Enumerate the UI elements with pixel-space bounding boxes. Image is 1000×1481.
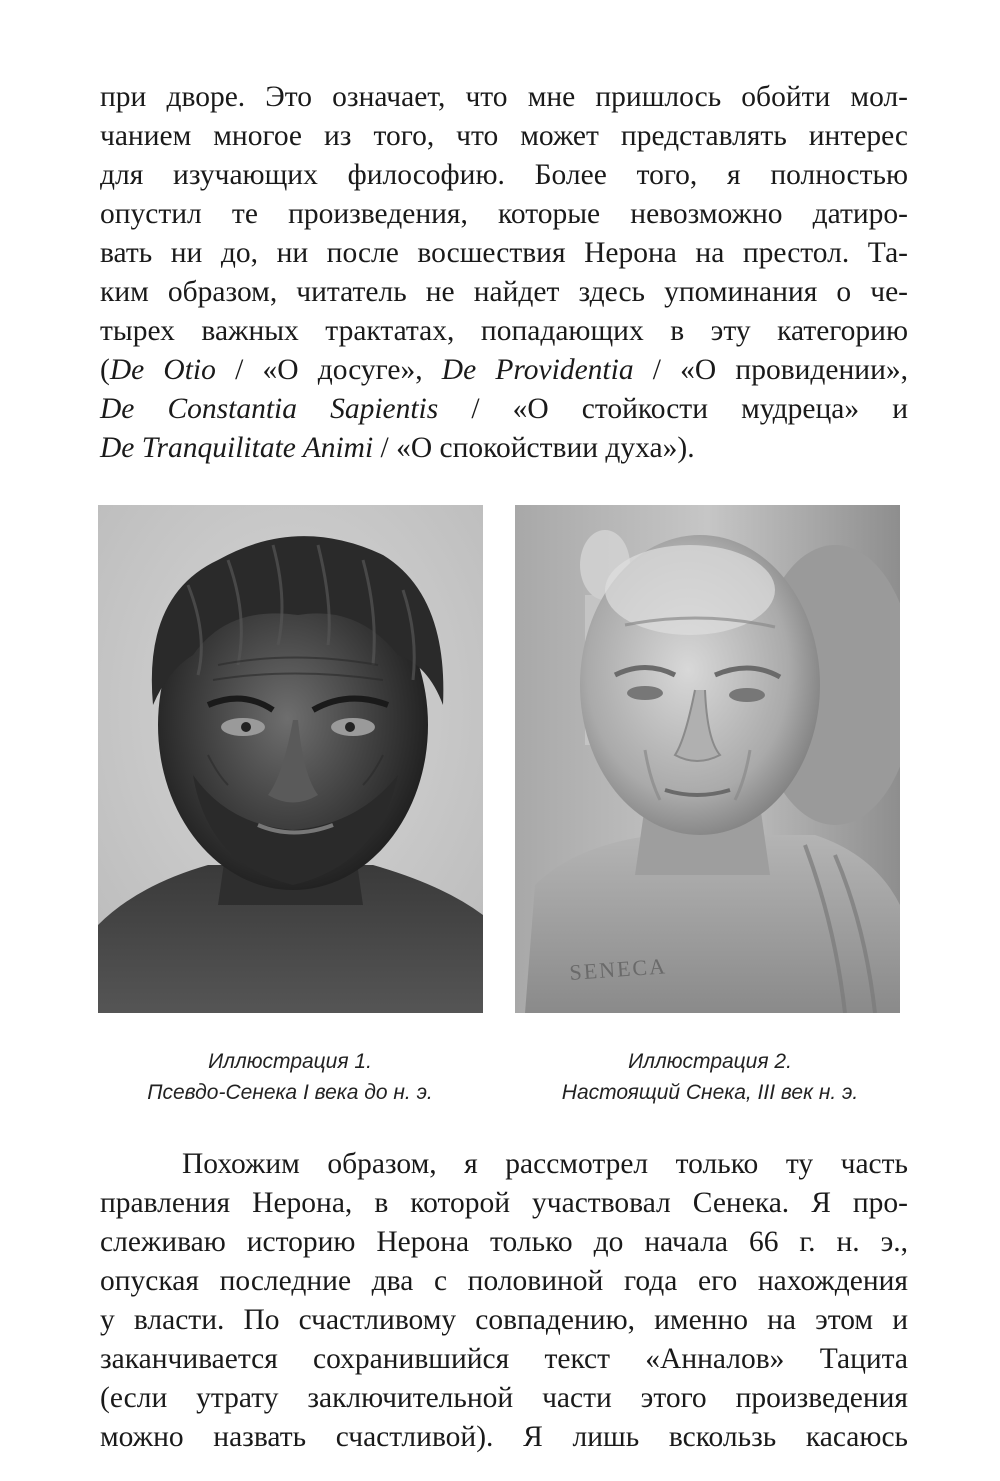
title-translation: / «О спокойствии духа»).	[373, 432, 695, 464]
caption-illustration-2	[500, 1046, 920, 1108]
text-line: тырех важных трактатах, попадающих в эту категорию	[100, 315, 908, 347]
title-translation: / «О провидении»,	[633, 354, 909, 386]
open-paren: (	[100, 354, 110, 386]
paragraph-top	[100, 78, 908, 468]
text-line: (если утрату заключительной части этого произведения	[100, 1382, 908, 1414]
bronze-bust-image	[98, 505, 483, 1013]
illustration-1-bronze-bust	[98, 505, 483, 1013]
latin-title: De Constantia Sapientis	[100, 393, 439, 425]
text-line: заканчивается сохранившийся текст «Анналов» Тацита	[100, 1343, 908, 1375]
text-line: ким образом, читатель не найдет здесь упоминания о че-	[100, 276, 908, 308]
latin-title: De Tranquilitate Animi	[100, 432, 374, 464]
caption-description: Настоящий Снека, III век н. э.	[561, 1081, 859, 1104]
text-line: можно назвать счастливой). Я лишь вскользь касаюсь	[100, 1421, 908, 1453]
text-line	[100, 390, 908, 429]
caption-illustration-1	[80, 1046, 500, 1108]
text-line: у власти. По счастливому совпадению, именно на этом и	[100, 1304, 908, 1336]
title-translation: / «О досуге»,	[215, 354, 442, 386]
paragraph-bottom	[100, 1145, 908, 1457]
text-line-indented: Похожим образом, я рассмотрел только ту часть	[182, 1148, 908, 1180]
text-line: вать ни до, ни после восшествия Нерона на престол. Та-	[100, 237, 908, 269]
caption-title: Иллюстрация 1.	[208, 1050, 372, 1073]
marble-bust-image	[515, 505, 900, 1013]
latin-title: De Otio	[109, 354, 216, 386]
text-line: при дворе. Это означает, что мне пришлось обойти мол-	[100, 81, 908, 113]
title-translation: / «О стойкости мудреца» и	[438, 393, 908, 425]
caption-description: Псевдо-Сенека I века до н. э.	[147, 1081, 433, 1104]
text-line: слеживаю историю Нерона только до начала 66 г. н. э.,	[100, 1226, 908, 1258]
text-line: правления Нерона, в которой участвовал Сенека. Я про-	[100, 1187, 908, 1219]
illustration-2-marble-bust	[515, 505, 900, 1013]
text-line: опуская последние два с половиной года его нахождения	[100, 1265, 908, 1297]
text-line: опустил те произведения, которые невозможно датиро-	[100, 198, 908, 230]
text-line	[100, 429, 908, 468]
text-line: чанием многое из того, что может представлять интерес	[100, 120, 908, 152]
bust-inscription: SENECA	[568, 953, 668, 985]
text-line: для изучающих философию. Более того, я полностью	[100, 159, 908, 191]
text-line	[100, 351, 908, 390]
latin-title: De Providentia	[441, 354, 634, 386]
caption-title: Иллюстрация 2.	[628, 1050, 792, 1073]
